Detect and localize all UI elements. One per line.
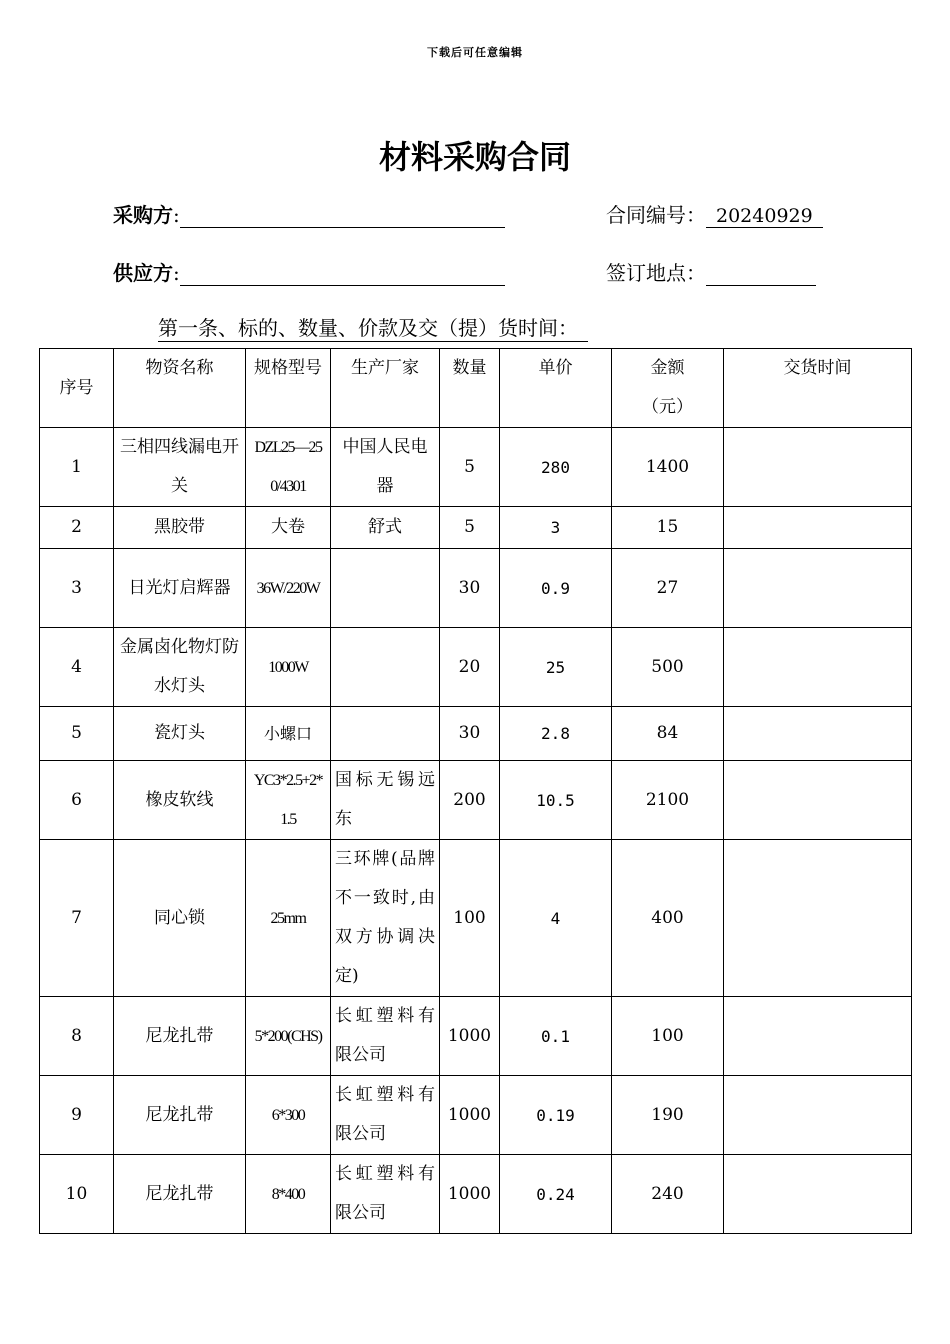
- cell-amount: 500: [612, 628, 724, 707]
- cell-spec: 25mm: [246, 840, 331, 997]
- supplier-field: [113, 257, 505, 286]
- supplier-label: 供应方: [113, 261, 173, 285]
- cell-mfr: [331, 707, 440, 761]
- cell-qty: 30: [440, 707, 500, 761]
- table-row: [40, 761, 912, 840]
- header-cell: 单价: [500, 349, 612, 428]
- cell-name: 尼龙扎带: [114, 997, 246, 1076]
- cell-spec: 36W/220W: [246, 549, 331, 628]
- cell-qty: 1000: [440, 1155, 500, 1234]
- contract-no-field: [606, 199, 823, 228]
- cell-no: 2: [40, 507, 114, 549]
- table-row: [40, 840, 912, 997]
- cell-spec: DZL25—250/4301: [246, 428, 331, 507]
- sign-place-blank[interactable]: [706, 263, 816, 286]
- buyer-blank[interactable]: [180, 205, 505, 228]
- cell-qty: 1000: [440, 997, 500, 1076]
- cell-mfr: 长虹塑料有限公司: [331, 1076, 440, 1155]
- cell-qty: 200: [440, 761, 500, 840]
- cell-qty: 20: [440, 628, 500, 707]
- cell-amount: 400: [612, 840, 724, 997]
- cell-amount: 2100: [612, 761, 724, 840]
- header-cell: 物资名称: [114, 349, 246, 428]
- cell-spec: 大卷: [246, 507, 331, 549]
- cell-qty: 30: [440, 549, 500, 628]
- table-row: [40, 707, 912, 761]
- cell-amount: 27: [612, 549, 724, 628]
- cell-no: 3: [40, 549, 114, 628]
- buyer-colon: :: [173, 203, 180, 227]
- cell-price: 0.1: [500, 997, 612, 1076]
- cell-price: 0.9: [500, 549, 612, 628]
- sign-place-field: [606, 257, 816, 286]
- header-cell: 规格型号: [246, 349, 331, 428]
- cell-price: 3: [500, 507, 612, 549]
- header-cell: 金额（元）: [612, 349, 724, 428]
- cell-mfr: 中国人民电器: [331, 428, 440, 507]
- cell-no: 1: [40, 428, 114, 507]
- cell-name: 瓷灯头: [114, 707, 246, 761]
- cell-no: 7: [40, 840, 114, 997]
- cell-amount: 240: [612, 1155, 724, 1234]
- sign-place-label: 签订地点：: [606, 261, 706, 285]
- table-row: [40, 1076, 912, 1155]
- cell-mfr: 长虹塑料有限公司: [331, 997, 440, 1076]
- cell-price: 25: [500, 628, 612, 707]
- cell-mfr: 舒式: [331, 507, 440, 549]
- header-cell: 数量: [440, 349, 500, 428]
- cell-no: 10: [40, 1155, 114, 1234]
- cell-amount: 1400: [612, 428, 724, 507]
- cell-spec: 小螺口: [246, 707, 331, 761]
- cell-no: 8: [40, 997, 114, 1076]
- table-row: [40, 1155, 912, 1234]
- cell-qty: 1000: [440, 1076, 500, 1155]
- cell-spec: 5*200(CHS): [246, 997, 331, 1076]
- cell-name: 金属卤化物灯防水灯头: [114, 628, 246, 707]
- cell-price: 10.5: [500, 761, 612, 840]
- cell-time[interactable]: [724, 507, 912, 549]
- cell-no: 9: [40, 1076, 114, 1155]
- cell-mfr: [331, 628, 440, 707]
- table-row: [40, 997, 912, 1076]
- cell-mfr: [331, 549, 440, 628]
- buyer-field: [113, 199, 505, 228]
- cell-spec: 8*400: [246, 1155, 331, 1234]
- supplier-colon: :: [173, 261, 180, 285]
- cell-spec: YC3*2.5+2*1.5: [246, 761, 331, 840]
- cell-mfr: 国标无锡远东: [331, 761, 440, 840]
- cell-time[interactable]: [724, 761, 912, 840]
- cell-name: 黑胶带: [114, 507, 246, 549]
- cell-time[interactable]: [724, 1155, 912, 1234]
- section-heading: 第一条、标的、数量、价款及交（提）货时间：: [158, 315, 588, 342]
- cell-name: 三相四线漏电开关: [114, 428, 246, 507]
- table-row: [40, 507, 912, 549]
- cell-no: 6: [40, 761, 114, 840]
- cell-no: 4: [40, 628, 114, 707]
- cell-name: 尼龙扎带: [114, 1155, 246, 1234]
- header-cell: 生产厂家: [331, 349, 440, 428]
- cell-time[interactable]: [724, 628, 912, 707]
- table-header-row: [40, 349, 912, 428]
- cell-time[interactable]: [724, 1076, 912, 1155]
- watermark-text: 下载后可任意编辑: [427, 46, 523, 59]
- cell-time[interactable]: [724, 997, 912, 1076]
- cell-spec: 6*300: [246, 1076, 331, 1155]
- cell-name: 日光灯启辉器: [114, 549, 246, 628]
- document-title: 材料采购合同: [378, 138, 571, 176]
- buyer-label: 采购方: [113, 203, 173, 227]
- table-row: [40, 428, 912, 507]
- cell-name: 同心锁: [114, 840, 246, 997]
- cell-amount: 84: [612, 707, 724, 761]
- goods-table: [39, 348, 912, 1234]
- cell-price: 4: [500, 840, 612, 997]
- cell-price: 2.8: [500, 707, 612, 761]
- header-cell: 序号: [40, 349, 114, 428]
- cell-price: 0.19: [500, 1076, 612, 1155]
- table-row: [40, 628, 912, 707]
- cell-amount: 15: [612, 507, 724, 549]
- cell-amount: 100: [612, 997, 724, 1076]
- cell-qty: 5: [440, 428, 500, 507]
- cell-time[interactable]: [724, 840, 912, 997]
- cell-time[interactable]: [724, 428, 912, 507]
- cell-qty: 5: [440, 507, 500, 549]
- header-cell: 交货时间: [724, 349, 912, 428]
- contract-no-label: 合同编号：: [606, 203, 706, 227]
- supplier-blank[interactable]: [180, 263, 505, 286]
- cell-time[interactable]: [724, 707, 912, 761]
- cell-amount: 190: [612, 1076, 724, 1155]
- cell-price: 280: [500, 428, 612, 507]
- cell-no: 5: [40, 707, 114, 761]
- cell-spec: 1000W: [246, 628, 331, 707]
- cell-qty: 100: [440, 840, 500, 997]
- cell-mfr: 三环牌(品牌不一致时,由双方协调决定): [331, 840, 440, 997]
- cell-name: 尼龙扎带: [114, 1076, 246, 1155]
- cell-name: 橡皮软线: [114, 761, 246, 840]
- cell-time[interactable]: [724, 549, 912, 628]
- contract-no-value[interactable]: 20240929: [706, 205, 823, 228]
- cell-mfr: 长虹塑料有限公司: [331, 1155, 440, 1234]
- cell-price: 0.24: [500, 1155, 612, 1234]
- table-row: [40, 549, 912, 628]
